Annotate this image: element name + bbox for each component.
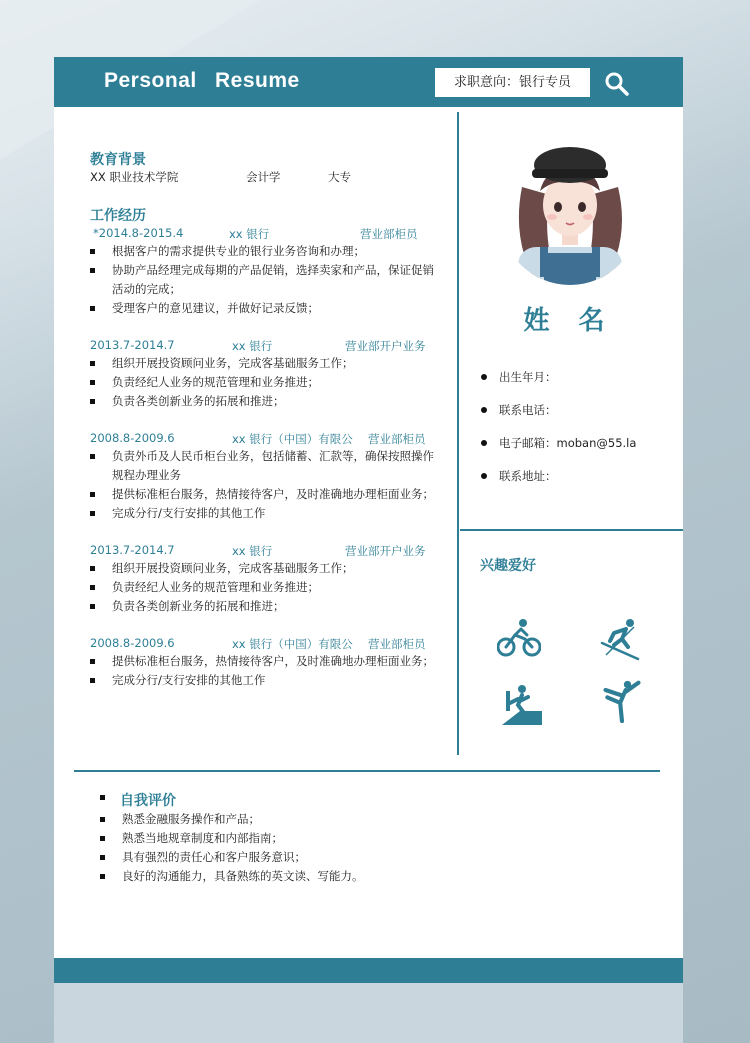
job-header <box>90 636 430 652</box>
job-duties <box>90 559 435 616</box>
job-company: xx 银行 <box>229 227 270 241</box>
job-period: 2013.7-2014.7 <box>90 543 175 557</box>
job-header <box>90 338 430 354</box>
job-position: 营业部开户业务 <box>345 339 426 353</box>
bottom-divider <box>74 770 660 772</box>
paper-stack-shadow <box>54 983 683 1043</box>
job-position: 营业部柜员 <box>368 637 426 651</box>
self-eval-list <box>100 810 580 886</box>
duty-item: 负责外币及人民币柜台业务，包括储蓄、汇款等，确保按照操作规程办理业务 <box>90 447 435 485</box>
education-major: 会计学 <box>246 170 281 184</box>
duty-item: 协助产品经理完成每期的产品促销，选择卖家和产品，保证促销活动的完成； <box>90 261 435 299</box>
job-company: xx 银行（中国）有限公 <box>232 432 353 446</box>
info-phone: 联系电话： <box>481 400 676 433</box>
title-resume: Resume <box>215 69 300 92</box>
job-company: xx 银行 <box>232 544 273 558</box>
self-eval-item: 熟悉金融服务操作和产品； <box>100 810 580 829</box>
duty-item: 负责经纪人业务的规范管理和业务推进； <box>90 373 435 392</box>
vertical-divider <box>457 112 459 755</box>
info-address: 联系地址： <box>481 466 676 499</box>
duty-item: 完成分行/支行安排的其他工作 <box>90 671 435 690</box>
job-duties <box>90 652 435 690</box>
job-period: 2008.8-2009.6 <box>90 431 175 445</box>
job-duties <box>90 354 435 411</box>
footer-bar <box>54 958 683 983</box>
duty-item: 负责各类创新业务的拓展和推进； <box>90 392 435 411</box>
job-company: xx 银行（中国）有限公 <box>232 637 353 651</box>
avatar <box>500 129 640 287</box>
title-personal: Personal <box>104 69 197 92</box>
self-eval-item: 良好的沟通能力，具备熟练的英文读、写能力。 <box>100 867 580 886</box>
info-birthdate: 出生年月： <box>481 367 676 400</box>
job-header <box>90 543 430 559</box>
search-icon[interactable] <box>604 71 630 97</box>
info-email: 电子邮箱：moban@55.la <box>481 433 676 466</box>
duty-item: 组织开展投资顾问业务，完成客基础服务工作； <box>90 354 435 373</box>
work-title: 工作经历 <box>90 208 146 224</box>
cycling-icon <box>497 617 541 661</box>
contact-info <box>481 367 676 499</box>
self-eval-title <box>100 790 176 810</box>
job-company: xx 银行 <box>232 339 273 353</box>
education-school: XX 职业技术学院 <box>90 170 179 184</box>
job-position: 营业部柜员 <box>368 432 426 446</box>
self-eval-title-text: 自我评价 <box>120 793 176 809</box>
job-duties <box>90 242 435 318</box>
job-period: *2014.8-2015.4 <box>93 226 184 240</box>
duty-item: 完成分行/支行安排的其他工作 <box>90 504 435 523</box>
gym-icon <box>500 683 544 727</box>
duty-item: 根据客户的需求提供专业的银行业务咨询和办理； <box>90 242 435 261</box>
duty-item: 提供标准柜台服务，热情接待客户，及时准确地办理柜面业务； <box>90 652 435 671</box>
duty-item: 提供标准柜台服务，热情接待客户，及时准确地办理柜面业务； <box>90 485 435 504</box>
job-period: 2013.7-2014.7 <box>90 338 175 352</box>
dancing-icon <box>600 679 644 723</box>
duty-item: 受理客户的意见建议，并做好记录反馈； <box>90 299 435 318</box>
duty-item: 组织开展投资顾问业务，完成客基础服务工作； <box>90 559 435 578</box>
job-duties <box>90 447 435 523</box>
self-eval-item: 具有强烈的责任心和客户服务意识； <box>100 848 580 867</box>
resume-page <box>54 57 683 983</box>
job-intent-box: 求职意向：银行专员 <box>434 67 591 98</box>
self-eval-item: 熟悉当地规章制度和内部指南； <box>100 829 580 848</box>
duty-item: 负责经纪人业务的规范管理和业务推进； <box>90 578 435 597</box>
job-position: 营业部柜员 <box>360 227 418 241</box>
duty-item: 负责各类创新业务的拓展和推进； <box>90 597 435 616</box>
self-eval-bullet <box>100 795 105 800</box>
profile-name: 姓 名 <box>523 306 615 336</box>
sidebar-divider <box>460 529 683 531</box>
skiing-icon <box>598 617 642 661</box>
header-bar <box>54 57 683 107</box>
education-title: 教育背景 <box>90 152 146 168</box>
hobbies-title: 兴趣爱好 <box>480 558 536 574</box>
job-period: 2008.8-2009.6 <box>90 636 175 650</box>
job-position: 营业部开户业务 <box>345 544 426 558</box>
job-header <box>90 226 430 242</box>
job-header <box>90 431 430 447</box>
education-degree: 大专 <box>328 170 351 184</box>
